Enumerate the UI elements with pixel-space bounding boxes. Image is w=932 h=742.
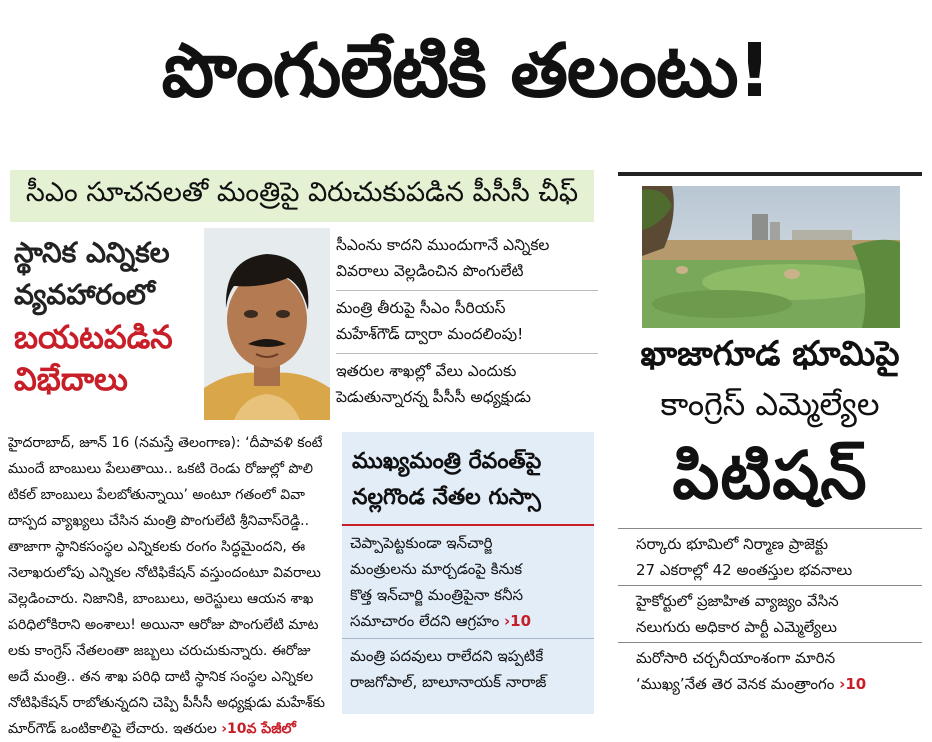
body-line: అదే మంత్రి.. తన శాఖ పరిధి దాటి స్థానిక సంస్థల ఎన్నికల (8, 669, 314, 685)
page-ref-link[interactable]: ›10 (839, 675, 867, 693)
main-headline: పొంగులేటికి తలంటు! (161, 28, 771, 114)
body-last-line (8, 716, 338, 742)
teaser-item (336, 354, 598, 416)
article-body (8, 430, 338, 737)
body-line: వెల్లడించారు. నిజానికి, బాంబులు, అరెస్టులు ఆయన శాఖ (8, 591, 314, 607)
side-title-line: ముఖ్యమంత్రి రేవంత్‌పై (352, 449, 542, 474)
side-line: మంత్రి పదవులు రాలేదని ఇప్పటికే (350, 647, 544, 665)
subheadline: సీఎం సూచనలతో మంత్రిపై విరుచుకుపడిన పీసీసీ చీఫ్ (10, 170, 594, 222)
teaser-line: వివరాలు వెల్లడించిన పొంగులేటి (336, 262, 524, 280)
portrait-illustration (204, 228, 330, 420)
portrait-photo (204, 228, 330, 420)
side-story-item (342, 526, 594, 639)
body-line: నెలాఖరులోపు ఎన్నికల నోటిఫికేషన్‌ వస్తుందంటూ వివరాలు (8, 565, 321, 581)
side-story-title (342, 432, 594, 516)
body-line: ముందే బాంబులు పేలుతాయి.. ఒకటి రెండు రోజుల్లో పొలి (8, 461, 314, 477)
side-title-line: నల్లగొండ నేతల గుస్సా (352, 485, 541, 510)
side-line: కొత్త ఇన్‌చార్జి మంత్రిపైనా కనీస (350, 586, 524, 604)
pull-quote-line: స్థానిక ఎన్నికల (14, 236, 170, 269)
right-item-line: మరోసారి చర్చనీయాంశంగా మారిన (636, 649, 836, 667)
side-story-box (342, 432, 594, 714)
body-line: లకు కాంగ్రెస్‌ నేతలంతా జబ్బలు చరుచుకున్నారు. ఈరోజు (8, 643, 311, 659)
side-line (350, 608, 586, 634)
right-title-main: పిటిషన్‌ (672, 437, 868, 514)
body-line: దాస్పద వ్యాఖ్యలు చేసిన మంత్రి పొంగులేటి శ్రీనివాస్‌రెడ్డి.. (8, 513, 310, 529)
right-item-text: ‘ముఖ్య’నేత తెర వెనక మంత్రాంగం (636, 675, 835, 693)
pull-quote (14, 232, 204, 420)
teaser-line: సీఎంను కాదని ముందుగానే ఎన్నికల (336, 236, 550, 254)
body-line: హైదరాబాద్‌, జూన్‌ 16 (నమస్తే తెలంగాణ): ‘దీపావళి కంటే (8, 435, 323, 451)
land-illustration (642, 186, 900, 328)
side-story-item (342, 639, 594, 699)
right-story-title (618, 328, 922, 524)
teaser-line: మంత్రి తీరుపై సీఎం సీరియస్ (336, 299, 506, 317)
right-item-line: 27 ఎకరాల్లో 42 అంతస్తుల భవనాలు (636, 561, 853, 579)
right-item-line: సర్కారు భూమిలో నిర్మాణ ప్రాజెక్టు (636, 535, 829, 553)
right-story-item (618, 528, 922, 585)
right-title-line: కాంగ్రెస్‌ ఎమ్మెల్యేల (660, 385, 880, 423)
side-line: మంత్రులను మార్చడంపై కినుక (350, 560, 523, 578)
right-item-line (636, 671, 918, 697)
side-line: రాజగోపాల్‌, బాలూనాయక్‌ నారాజ్‌ (350, 673, 547, 691)
teaser-item (336, 291, 598, 354)
side-line: చెప్పాపెట్టకుండా ఇన్‌చార్జి (350, 534, 493, 552)
teaser-line: పెడుతున్నారన్న పీసీసీ అధ్యక్షుడు (336, 388, 531, 406)
pull-quote-highlight: విభేదాలు (14, 360, 128, 398)
right-title-line: ఖాజాగూడ భూమిపై (640, 334, 900, 374)
body-line: పరిధిలోకిరాని అంశాలు! అయినా ఆరోజు పొంగులేటి మాట (8, 617, 319, 633)
body-last-text: మార్‌గౌడ్‌ ఒంటికాలిపై లేచారు. ఇతరుల (8, 721, 217, 737)
pull-quote-line: వ్యవహారంలో (14, 278, 155, 311)
teaser-list (336, 228, 598, 418)
right-top-rule (618, 172, 922, 176)
pull-quote-highlight: బయటపడిన (14, 318, 173, 356)
right-story-item (618, 642, 922, 699)
body-line: నోటిఫికేషన్‌ రాబోతున్నదని చెప్పి పీసీసీ అధ్యక్షుడు మహేశ్‌కు (8, 695, 325, 711)
right-story (618, 172, 922, 714)
teaser-line: ఇతరుల శాఖల్లో వేలు ఎందుకు (336, 362, 517, 380)
page-ref-link[interactable]: ›10 (503, 612, 532, 630)
teaser-item (336, 228, 598, 291)
right-item-line: హైకోర్టులో ప్రజాహిత వ్యాజ్యం వేసిన (636, 592, 839, 610)
right-item-line: నలుగురు అధికార పార్టీ ఎమ్మెల్యేలు (636, 618, 837, 636)
teaser-line: మహేశ్‌గౌడ్‌ ద్వారా మందలింపు! (336, 325, 524, 343)
continued-jump-link[interactable]: ›10వ పేజీలో (221, 721, 296, 737)
body-line: తాజాగా స్థానికసంస్థల ఎన్నికలకు రంగం సిద్ధమైందని, ఈ (8, 539, 306, 555)
right-story-item (618, 585, 922, 642)
body-line: టికల్‌ బాంబులు పేలబోతున్నాయి’ అంటూ గతంలో వివా (8, 487, 305, 503)
side-line-text: సమాచారం లేదని ఆగ్రహం (350, 612, 500, 630)
right-story-items (618, 528, 922, 699)
land-photo (642, 186, 900, 328)
